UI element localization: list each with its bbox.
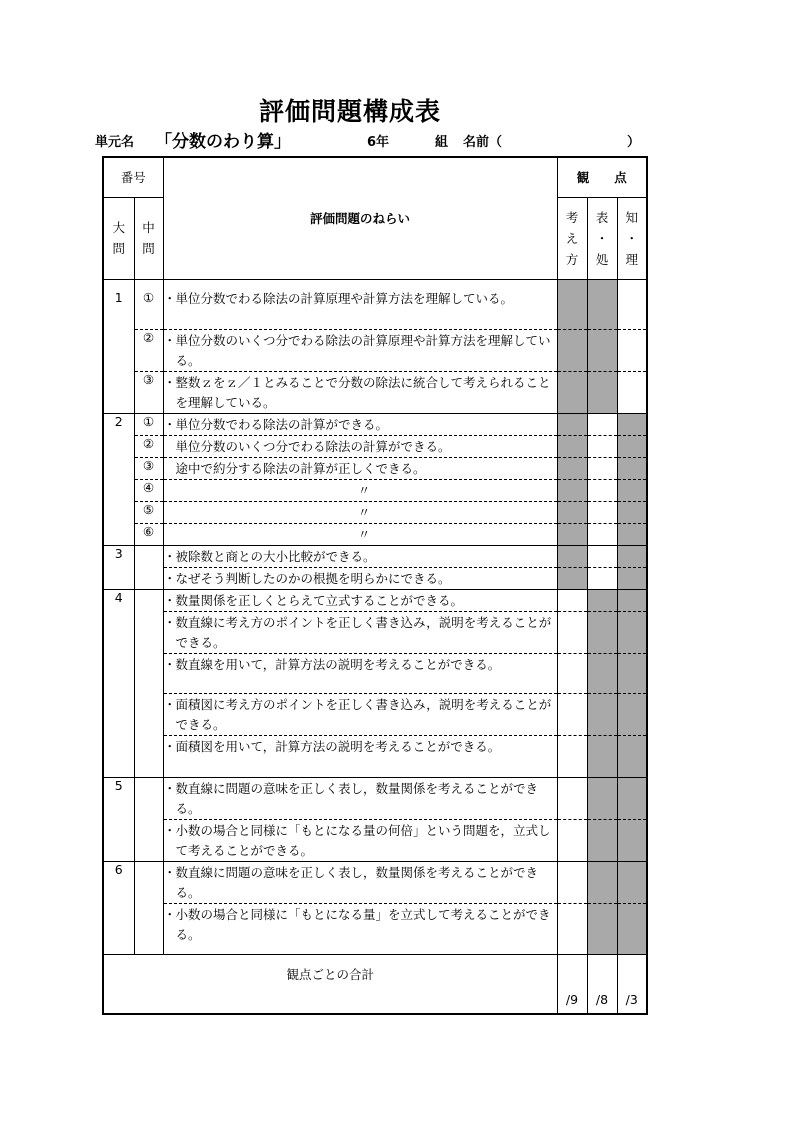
viewpoint-cell [587, 371, 617, 413]
mid-question: ④ [134, 479, 163, 501]
viewpoint-cell [617, 279, 647, 329]
viewpoint-cell [557, 589, 587, 611]
viewpoint-expression-header: 表 ・ 処 [587, 197, 617, 279]
totals-label: 観点ごとの合計 [103, 954, 557, 1014]
aim-header: 評価問題のねらい [163, 157, 557, 279]
viewpoint-cell [557, 523, 587, 545]
big-question-2: 2 [103, 413, 134, 545]
ditto-mark: 〃 [163, 501, 557, 523]
viewpoint-cell [587, 413, 617, 435]
mid-question: ① [134, 279, 163, 329]
viewpoint-cell [557, 903, 587, 954]
mid-question: ② [134, 435, 163, 457]
aim-text: ・ 数量関係を正しくとらえて立式することができる。 [163, 589, 557, 611]
viewpoint-cell [557, 413, 587, 435]
viewpoint-cell [557, 501, 587, 523]
viewpoint-cell [587, 435, 617, 457]
aim-text: ・ 数直線に考え方のポイントを正しく書き込み，説明を考えることができる。 [163, 611, 557, 653]
viewpoint-cell [557, 329, 587, 371]
viewpoint-cell [617, 457, 647, 479]
mid-question: ⑤ [134, 501, 163, 523]
viewpoint-cell [557, 819, 587, 861]
viewpoint-cell [617, 735, 647, 777]
aim-text: ・ 単位分数のいくつ分でわる除法の計算原理や計算方法を理解している。 [163, 329, 557, 371]
aim-text: ・ 数直線に問題の意味を正しく表し，数量関係を考えることができる。 [163, 861, 557, 903]
viewpoint-cell [587, 457, 617, 479]
viewpoint-cell [557, 777, 587, 819]
middle-question-header: 中 問 [134, 197, 163, 279]
aim-text: ・ 小数の場合と同様に「もとになる量の何倍」という問題を，立式して考えることができる。 [163, 819, 557, 861]
name-label: 名前（ [463, 135, 503, 150]
mid-question-empty [134, 777, 163, 861]
aim-text: ・ 面積図を用いて，計算方法の説明を考えることができる。 [163, 735, 557, 777]
viewpoint-cell [587, 735, 617, 777]
ditto-mark: 〃 [163, 479, 557, 501]
viewpoint-cell [587, 329, 617, 371]
viewpoint-cell [617, 567, 647, 589]
total-viewpoint-expression: /8 [587, 954, 617, 1014]
viewpoint-cell [617, 501, 647, 523]
viewpoint-cell [587, 567, 617, 589]
viewpoint-cell [587, 611, 617, 653]
viewpoint-cell [557, 693, 587, 735]
number-header: 番号 [103, 157, 163, 197]
viewpoint-cell [557, 279, 587, 329]
aim-text: 途中で約分する除法の計算が正しくできる。 [163, 457, 557, 479]
viewpoint-cell [617, 329, 647, 371]
viewpoint-cell [557, 653, 587, 693]
viewpoint-cell [617, 861, 647, 903]
viewpoint-cell [557, 567, 587, 589]
viewpoint-cell [587, 501, 617, 523]
viewpoint-cell [587, 653, 617, 693]
big-question-1: 1 [103, 279, 134, 413]
name-close-paren: ） [627, 135, 641, 150]
viewpoints-header: 観 点 [557, 157, 647, 197]
viewpoint-cell [587, 819, 617, 861]
viewpoint-cell [617, 819, 647, 861]
aim-text: 単位分数のいくつ分でわる除法の計算ができる。 [163, 435, 557, 457]
viewpoint-cell [617, 435, 647, 457]
mid-question: ⑥ [134, 523, 163, 545]
aim-text: ・ 単位分数でわる除法の計算原理や計算方法を理解している。 [163, 279, 557, 329]
aim-text: ・ 数直線を用いて，計算方法の説明を考えることができる。 [163, 653, 557, 693]
viewpoint-cell [557, 479, 587, 501]
viewpoint-cell [617, 693, 647, 735]
viewpoint-cell [557, 611, 587, 653]
viewpoint-cell [557, 435, 587, 457]
viewpoint-cell [557, 861, 587, 903]
mid-question: ③ [134, 457, 163, 479]
viewpoint-cell [587, 545, 617, 567]
large-question-header: 大 問 [103, 197, 134, 279]
big-question-5: 5 [103, 777, 134, 861]
aim-text: ・ 面積図に考え方のポイントを正しく書き込み，説明を考えることができる。 [163, 693, 557, 735]
viewpoint-thinking-header: 考 え 方 [557, 197, 587, 279]
big-question-3: 3 [103, 545, 134, 589]
viewpoint-cell [587, 777, 617, 819]
viewpoint-cell [617, 589, 647, 611]
big-question-4: 4 [103, 589, 134, 777]
viewpoint-cell [557, 735, 587, 777]
viewpoint-cell [587, 903, 617, 954]
mid-question-empty [134, 861, 163, 954]
viewpoint-cell [587, 279, 617, 329]
ditto-mark: 〃 [163, 523, 557, 545]
viewpoint-cell [587, 589, 617, 611]
mid-question: ② [134, 329, 163, 371]
total-viewpoint-knowledge: /3 [617, 954, 647, 1014]
aim-text: ・ 整数ｚをｚ／１とみることで分数の除法に統合して考えられることを理解している。 [163, 371, 557, 413]
viewpoint-cell [587, 693, 617, 735]
viewpoint-cell [617, 611, 647, 653]
viewpoint-cell [617, 371, 647, 413]
viewpoint-cell [587, 523, 617, 545]
mid-question-empty [134, 589, 163, 777]
mid-question-empty [134, 545, 163, 589]
grade-label: 6年 [367, 135, 390, 150]
viewpoint-cell [617, 653, 647, 693]
viewpoint-cell [617, 413, 647, 435]
big-question-6: 6 [103, 861, 134, 954]
viewpoint-cell [617, 523, 647, 545]
viewpoint-cell [617, 479, 647, 501]
total-viewpoint-thinking: /9 [557, 954, 587, 1014]
page-title: 評価問題構成表 [258, 97, 441, 126]
mid-question: ③ [134, 371, 163, 413]
viewpoint-cell [587, 861, 617, 903]
viewpoint-cell [617, 777, 647, 819]
aim-text: ・ 単位分数でわる除法の計算ができる。 [163, 413, 557, 435]
viewpoint-knowledge-header: 知 ・ 理 [617, 197, 647, 279]
unit-label: 単元名 [95, 135, 135, 150]
aim-text: ・ なぜそう判断したのかの根拠を明らかにできる。 [163, 567, 557, 589]
unit-name: 「分数のわり算」 [155, 132, 291, 152]
evaluation-table [102, 156, 648, 1015]
class-label: 組 [435, 135, 449, 150]
viewpoint-cell [557, 371, 587, 413]
mid-question: ① [134, 413, 163, 435]
viewpoint-cell [617, 903, 647, 954]
viewpoint-cell [557, 545, 587, 567]
viewpoint-cell [617, 545, 647, 567]
aim-text: ・ 数直線に問題の意味を正しく表し，数量関係を考えることができる。 [163, 777, 557, 819]
viewpoint-cell [557, 457, 587, 479]
aim-text: ・ 小数の場合と同様に「もとになる量」を立式して考えることができる。 [163, 903, 557, 954]
aim-text: ・ 被除数と商との大小比較ができる。 [163, 545, 557, 567]
viewpoint-cell [587, 479, 617, 501]
unit-info-line [95, 128, 655, 150]
